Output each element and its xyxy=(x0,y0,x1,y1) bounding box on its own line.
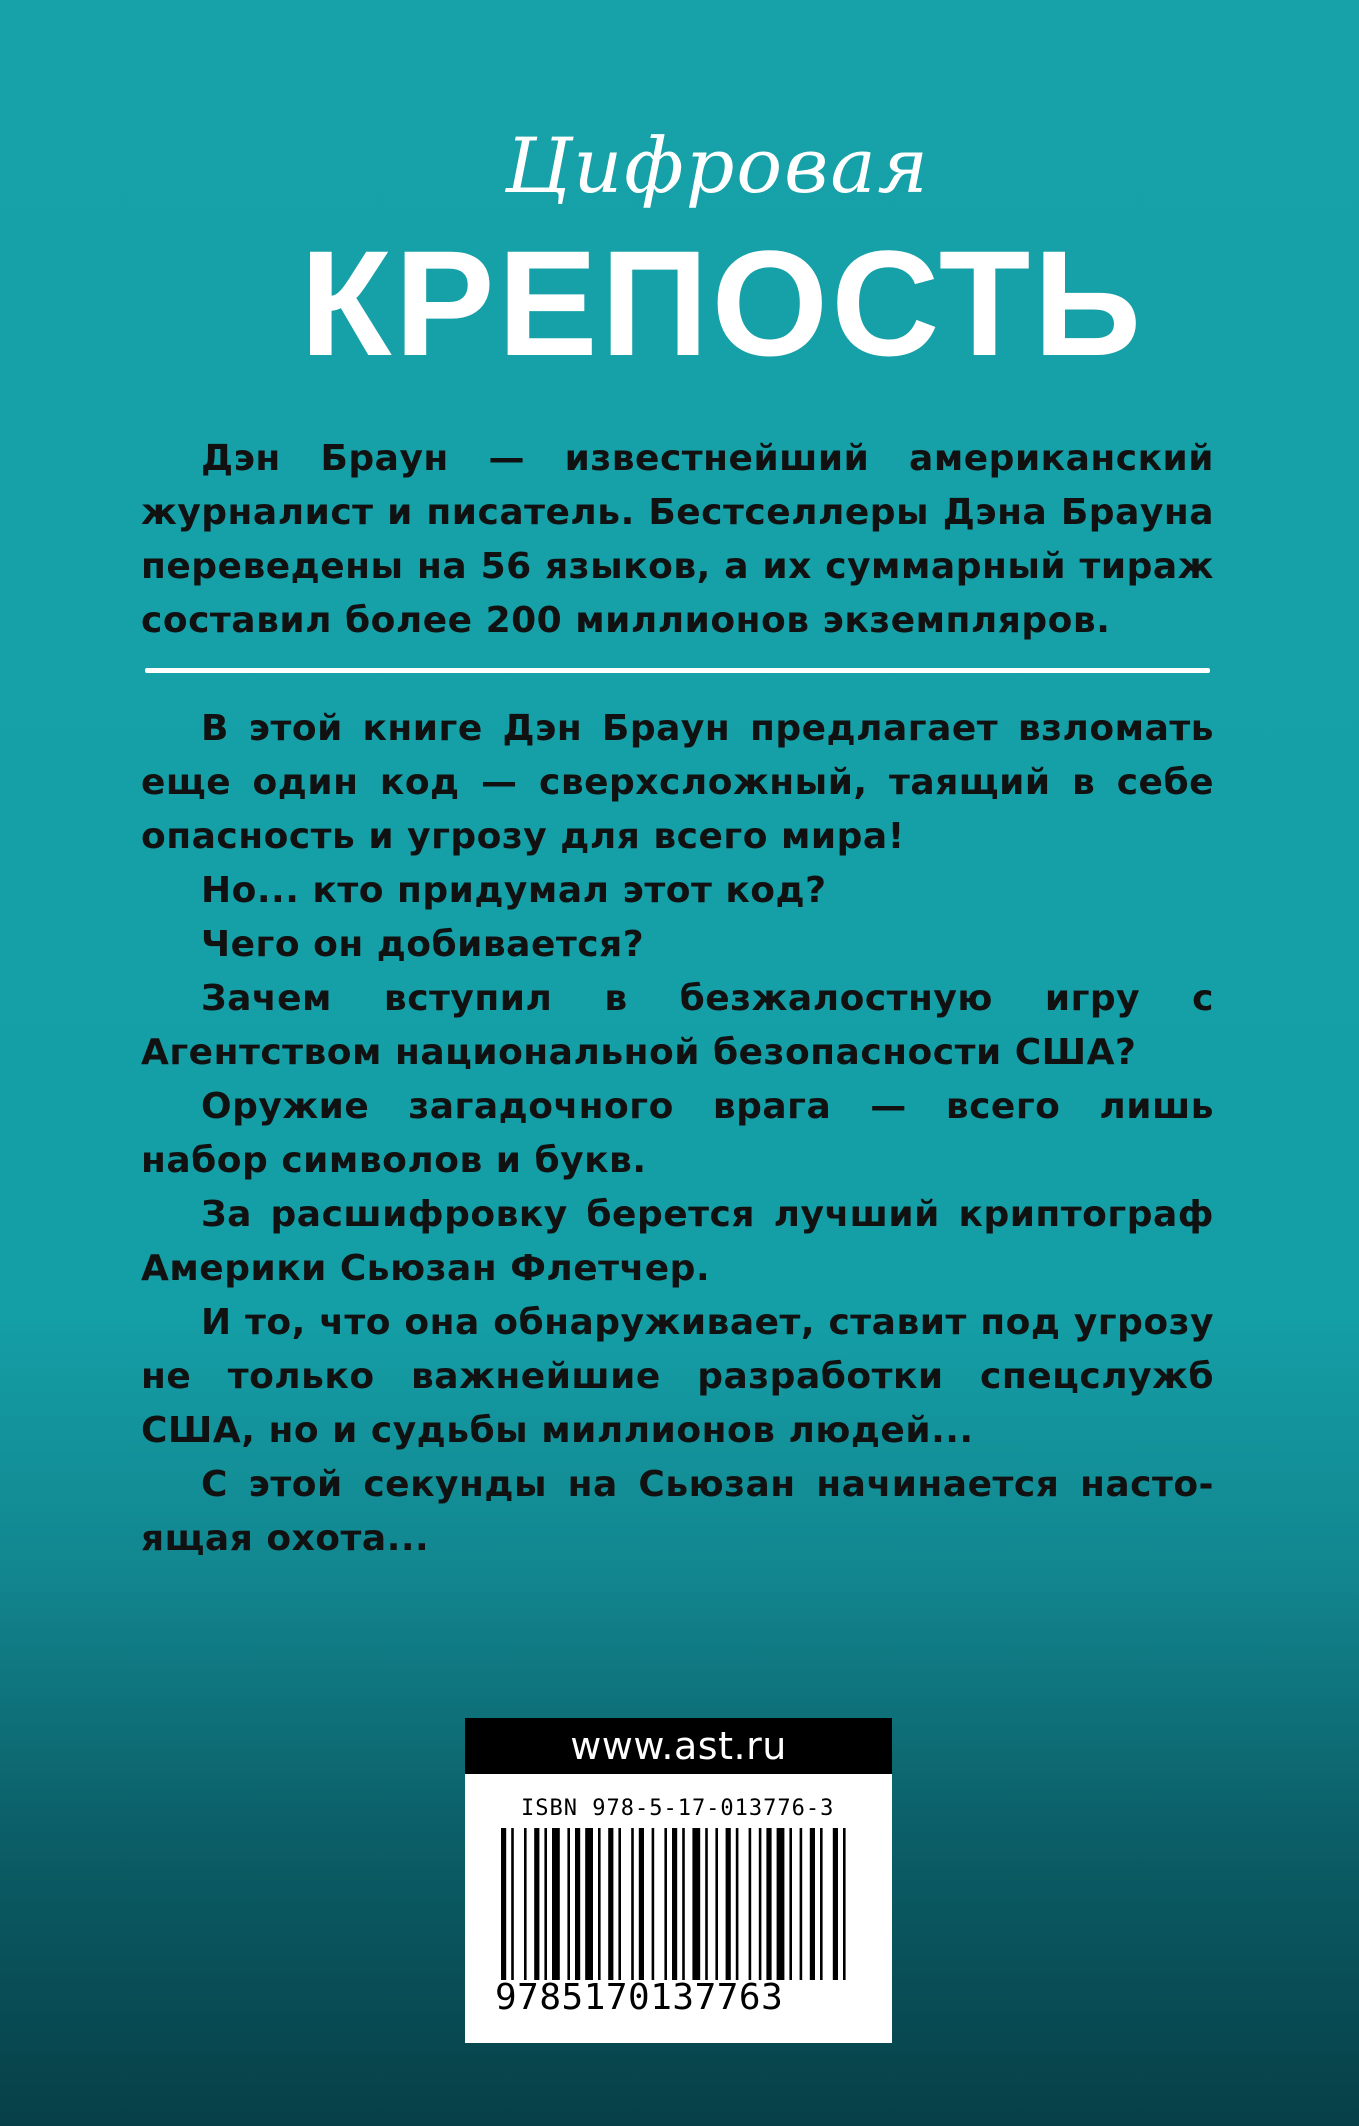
barcode-bar xyxy=(672,1828,677,1988)
barcode-bar xyxy=(608,1828,613,1988)
barcode-bar xyxy=(705,1828,708,1988)
barcode-card xyxy=(465,1718,892,2043)
barcode-bar xyxy=(664,1828,667,1988)
barcode-bar xyxy=(639,1828,644,1988)
description-paragraph: Оружие загадочного врага — всего лишь набор символов и букв. xyxy=(141,1086,1214,1181)
barcode-bar xyxy=(585,1828,593,1988)
description-paragraph: И то, что она обнаруживает, ставит под угрозу не только важнейшие разработки спецслужб США, но и судьбы миллионов людей... xyxy=(141,1302,1214,1451)
barcode-bar xyxy=(524,1828,527,1988)
barcode-bar xyxy=(810,1828,815,1988)
barcode-bar xyxy=(511,1828,514,1988)
barcode-bar xyxy=(682,1828,685,1988)
description-paragraph: Но... кто придумал этот код? xyxy=(201,870,827,911)
barcode-bar xyxy=(777,1828,785,1988)
description-paragraph: За расшифровку берется лучший криптограф Америки Сьюзан Флетчер. xyxy=(141,1194,1214,1289)
barcode-bar xyxy=(820,1828,823,1988)
about-author-paragraph: Дэн Браун — известнейший американский журналист и писатель. Бестселлеры Дэна Брауна переведены на 56 языков, а их суммарный тираж составил более 200 миллионов экземпляров. xyxy=(141,438,1214,641)
barcode-bar xyxy=(749,1828,752,1988)
barcode-bar xyxy=(692,1828,700,1988)
barcode-bar xyxy=(598,1828,601,1988)
barcode-bar xyxy=(501,1828,506,1988)
website-url[interactable]: www.ast.ru xyxy=(465,1718,892,1774)
barcode-bar xyxy=(575,1828,580,1988)
title-script: Цифровая xyxy=(505,121,930,210)
barcode-bar xyxy=(618,1828,621,1988)
isbn-label: ISBN 978-5-17-013776-3 xyxy=(521,1796,835,1821)
divider xyxy=(145,668,1210,673)
barcode-bar xyxy=(631,1828,634,1988)
barcode-bar xyxy=(789,1828,792,1988)
barcode-digits: 9785170137763 xyxy=(495,1980,865,2016)
barcode-bar xyxy=(766,1828,771,1988)
barcode-bar xyxy=(567,1828,570,1988)
description-paragraph: Зачем вступил в безжалостную игру с Агентством национальной безопасности США? xyxy=(141,978,1214,1073)
description-paragraph: Чего он добивается? xyxy=(201,924,645,965)
barcode-bar xyxy=(534,1828,539,1988)
about-author-section xyxy=(141,432,1214,648)
barcode-bar xyxy=(759,1828,762,1988)
title-main: КРЕПОСТЬ xyxy=(300,219,1145,387)
description-paragraph: В этой книге Дэн Браун предлагает взломать еще один код — сверхсложный, таящий в себе опасность и угрозу для всего мира! xyxy=(141,708,1214,857)
barcode-bar xyxy=(800,1828,803,1988)
barcode-bar xyxy=(843,1828,846,1988)
barcode-bar xyxy=(715,1828,718,1988)
barcode-bar xyxy=(544,1828,547,1988)
barcode-icon xyxy=(501,1828,857,1988)
barcode-bar xyxy=(736,1828,739,1988)
barcode-bar xyxy=(652,1828,655,1988)
description-section xyxy=(141,702,1214,1566)
description-paragraph: С этой секунды на Сьюзан начинается насто-ящая охота... xyxy=(141,1464,1214,1559)
barcode-bar xyxy=(833,1828,838,1988)
barcode-bar xyxy=(726,1828,731,1988)
barcode-bar xyxy=(552,1828,560,1988)
